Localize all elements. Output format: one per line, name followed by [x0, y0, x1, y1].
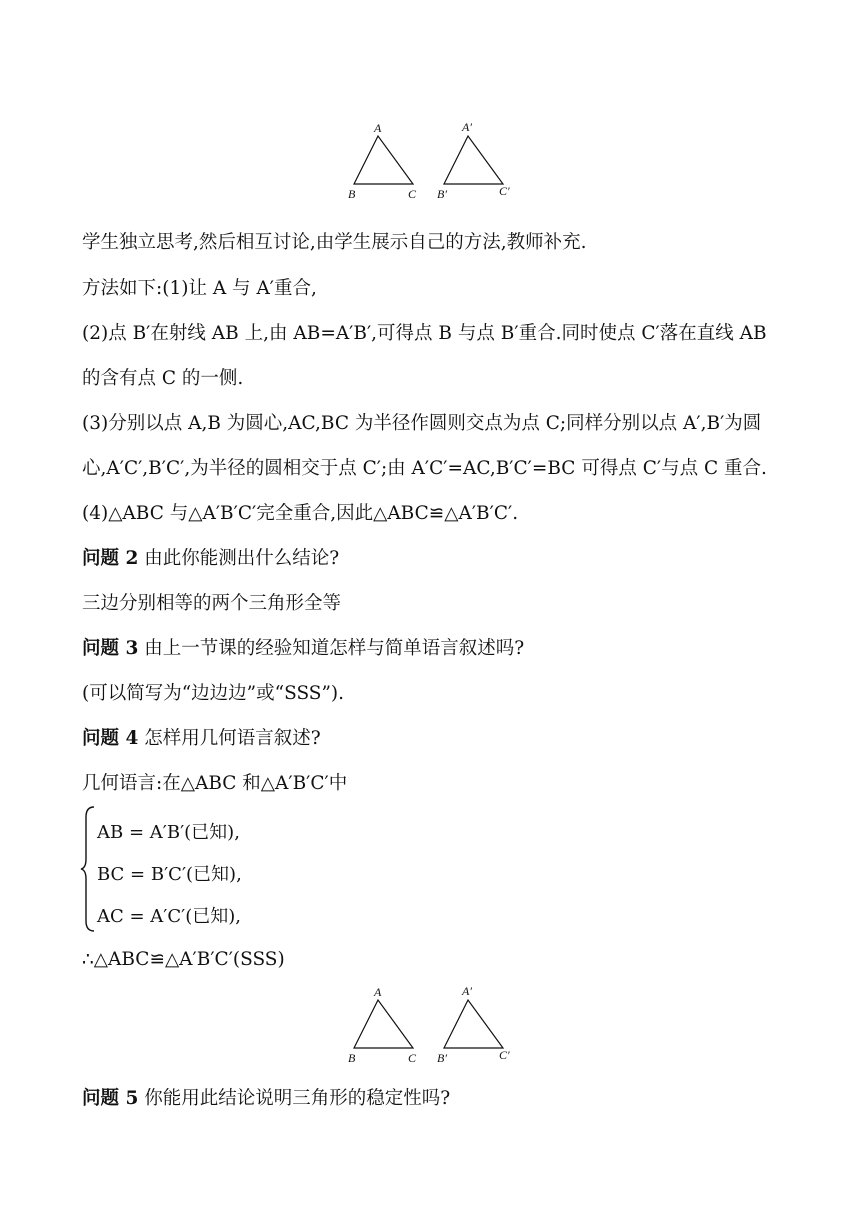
question-2-label: 问题 2	[82, 548, 139, 569]
question-3-label: 问题 3	[82, 638, 139, 659]
equation-2: BC = B′C′(已知),	[97, 864, 242, 885]
triangle-abc	[354, 1000, 413, 1048]
triangles-figure-top	[340, 118, 530, 208]
label-a2: A′	[462, 984, 472, 998]
label-c2: C′	[499, 184, 510, 198]
label-a: A	[374, 985, 382, 999]
equation-3: AC = A′C′(已知),	[97, 906, 242, 927]
question-4-text: 怎样用几何语言叙述?	[138, 728, 321, 749]
label-a2: A′	[462, 120, 472, 134]
question-5	[82, 1084, 450, 1110]
text-line-6: 心,A′C′,B′C′,为半径的圆相交于点 C′;由 A′C′=AC,B′C′=BC 可得点 C′与点 C 重合.	[82, 458, 767, 479]
equation-1: AB = A′B′(已知),	[97, 822, 240, 843]
label-b2: B′	[437, 1051, 447, 1065]
answer-2: 三边分别相等的两个三角形全等	[82, 593, 342, 614]
label-c: C	[408, 187, 417, 201]
conclusion: ∴△ABC≌△A′B′C′(SSS)	[82, 949, 285, 970]
question-2	[82, 544, 339, 570]
question-4	[82, 724, 321, 750]
label-a: A	[374, 121, 382, 135]
label-b: B	[348, 1051, 356, 1065]
label-c: C	[408, 1051, 417, 1065]
question-4-label: 问题 4	[82, 728, 139, 749]
left-brace	[80, 805, 96, 937]
label-b: B	[348, 187, 356, 201]
question-5-text: 你能用此结论说明三角形的稳定性吗?	[138, 1088, 451, 1109]
question-2-text: 由此你能测出什么结论?	[138, 548, 340, 569]
triangle-a2b2c2	[444, 1000, 503, 1048]
text-line-5: (3)分别以点 A,B 为圆心,AC,BC 为半径作圆则交点为点 C;同样分别以点 A′,B′为圆	[82, 413, 762, 434]
question-3	[82, 634, 524, 660]
question-5-label: 问题 5	[82, 1088, 139, 1109]
label-c2: C′	[499, 1048, 510, 1062]
triangle-abc	[354, 136, 413, 184]
answer-3: (可以简写为“边边边”或“SSS”).	[82, 683, 345, 704]
text-line-2: 方法如下:(1)让 A 与 A′重合,	[82, 278, 317, 299]
answer-4: 几何语言:在△ABC 和△A′B′C′中	[82, 773, 348, 794]
question-3-text: 由上一节课的经验知道怎样与简单语言叙述吗?	[138, 638, 525, 659]
triangles-figure-bottom	[340, 982, 530, 1072]
text-line-4: 的含有点 C 的一侧.	[82, 368, 244, 389]
triangle-a2b2c2	[444, 136, 503, 184]
text-line-1: 学生独立思考,然后相互讨论,由学生展示自己的方法,教师补充.	[82, 232, 587, 253]
text-line-3: (2)点 B′在射线 AB 上,由 AB=A′B′,可得点 B 与点 B′重合.同时使点 C′落在直线 AB	[82, 323, 767, 344]
text-line-7: (4)△ABC 与△A′B′C′完全重合,因此△ABC≌△A′B′C′.	[82, 503, 519, 524]
label-b2: B′	[437, 187, 447, 201]
